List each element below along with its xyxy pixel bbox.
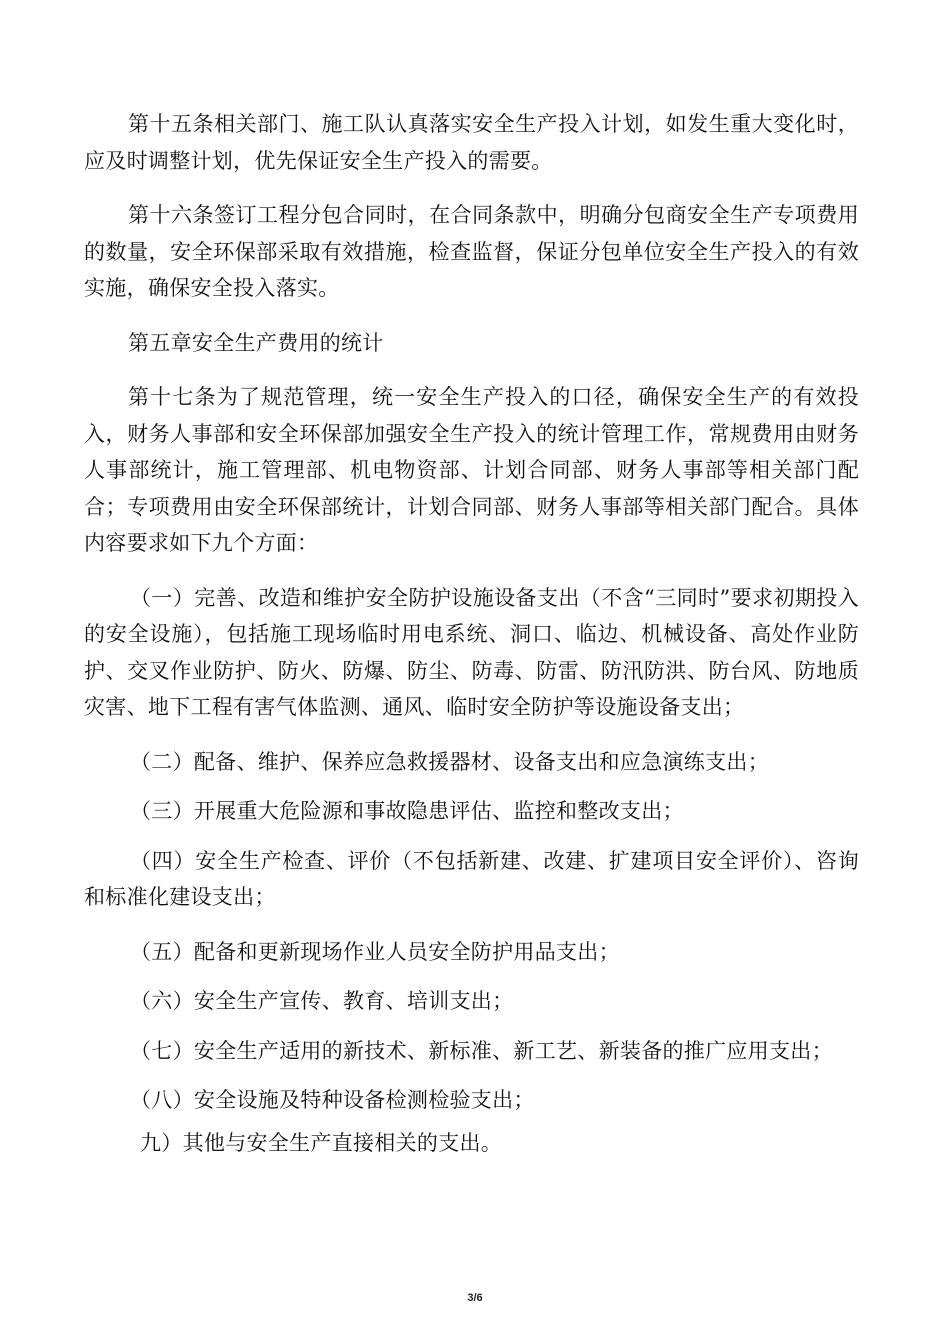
chapter-heading: 第五章安全生产费用的统计 [128,330,384,355]
article-16: 第十六条签订工程分包合同时，在合同条款中，明确分包商安全生产专项费用的数量，安全环保部采取有效措施，检查监督，保证分包单位安全生产投入的有效实施，确保安全投入落实。 [84,203,859,300]
article-17: 第十七条为了规范管理，统一安全生产投入的口径，确保安全生产的有效投入，财务人事部和安全环保部加强安全生产投入的统计管理工作，常规费用由财务人事部统计，施工管理部、机电物资部、计划合同部、财务人事部等相关部门配合；专项费用由安全环保部统计，计划合同部、财务人事部等相关部门配合。具体内容要求如下九个方面： [84,385,859,555]
list-item-3: （三）开展重大危险源和事故隐患评估、监控和整改支出； [130,799,684,823]
list-item-4: （四）安全生产检查、评价（不包括新建、改建、扩建项目安全评价）、咨询和标准化建设支出； [84,848,859,909]
list-item-7: （七）安全生产适用的新技术、新标准、新工艺、新装备的推广应用支出； [130,1038,833,1063]
list-item-8: （八）安全设施及特种设备检测检验支出； [130,1088,535,1112]
article-15: 第十五条相关部门、施工队认真落实安全生产投入计划，如发生重大变化时，应及时调整计划，优先保证安全生产投入的需要。 [84,112,859,173]
list-item-6: （六）安全生产宣传、教育、培训支出； [130,989,514,1013]
list-item-9: 九）其他与安全生产直接相关的支出。 [140,1130,503,1155]
document-body [84,106,859,1161]
list-item-2: （二）配备、维护、保养应急救援器材、设备支出和应急演练支出； [130,749,769,774]
list-item-5: （五）配备和更新现场作业人员安全防护用品支出； [130,939,620,964]
page-number: 3/6 [467,1292,483,1304]
list-item-1: （一）完善、改造和维护安全防护设施设备支出（不含“三同时”要求初期投入的安全设施），包括施工现场临时用电系统、洞口、临边、机械设备、高处作业防护、交叉作业防护、防火、防爆、防尘、防毒、防雷、防汛防洪、防台风、防地质灾害、地下工程有害气体监测、通风、临时安全防护等设施设备支出； [84,585,859,719]
